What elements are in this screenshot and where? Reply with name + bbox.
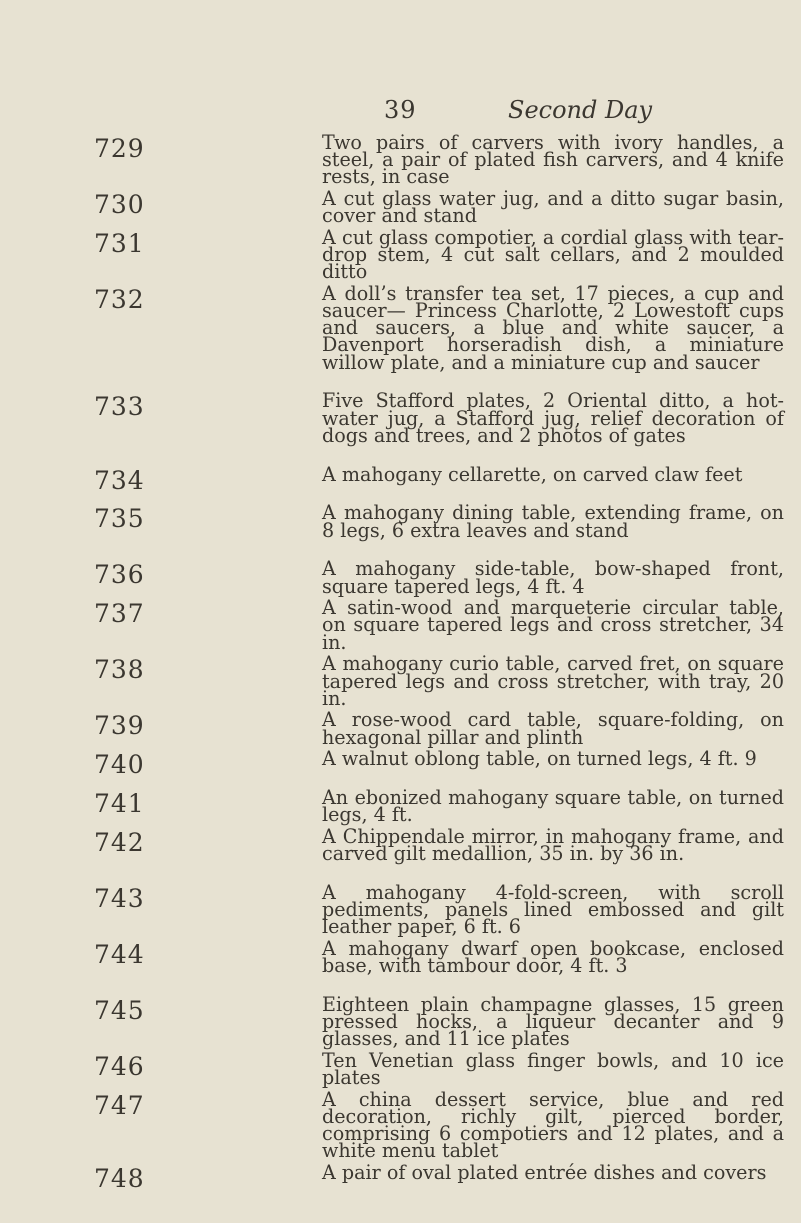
lot-description: A mahogany side-table, bow-shaped front, square tapered legs, 4 ft. 4: [322, 557, 784, 598]
lot-description: A cut glass water jug, and a ditto sugar basin, cover and stand: [322, 187, 784, 228]
lot-number: 731: [94, 228, 145, 258]
lot-description: A mahogany cellarette, on carved claw feet: [322, 462, 743, 486]
lot-description: A mahogany 4-fold-screen, with scroll pediments, panels lined embossed and gilt leather paper, 6 ft. 6: [322, 881, 784, 939]
lot-description: A rose-wood card table, square-folding, on hexagonal pillar and plinth: [322, 708, 784, 749]
lot-number: 748: [94, 1164, 145, 1194]
lot-description: A Chippendale mirror, in mahogany frame, and carved gilt medallion, 35 in. by 36 in.: [322, 824, 784, 866]
lot-number: 739: [94, 711, 145, 741]
lot-description: A china dessert service, blue and red decoration, richly gilt, pierced border, comprising 6 compotiers and 12 plates, and a white menu tablet: [322, 1087, 784, 1163]
lot-description: Five Stafford plates, 2 Oriental ditto, a hot-water jug, a Stafford jug, relief decoration of dogs and trees, and 2 photos of gates: [322, 389, 784, 447]
lot-description: A cut glass compotier, a cordial glass with tear-drop stem, 4 cut salt cellars, and 2 moulded ditto: [322, 225, 784, 284]
lot-description: A mahogany dwarf open bookcase, enclosed base, with tambour door, 4 ft. 3: [322, 937, 784, 978]
page-header: [0, 96, 801, 126]
lot-description: An ebonized mahogany square table, on turned legs, 4 ft.: [322, 786, 784, 827]
lot-description: A mahogany dining table, extending frame, on 8 legs, 6 extra leaves and stand: [322, 501, 784, 542]
lot-description: A satin-wood and marqueterie circular table, on square tapered legs and cross stretcher, 34 in.: [322, 596, 784, 654]
lot-description: A mahogany curio table, carved fret, on square tapered legs and cross stretcher, with tray, 20 in.: [322, 652, 784, 710]
running-title: Second Day: [508, 96, 653, 124]
lot-number: 729: [94, 134, 145, 163]
lot-description: Two pairs of carvers with ivory handles, a steel, a pair of plated fish carvers, and 4 knife rests, in case: [322, 131, 784, 189]
lot-description: A walnut oblong table, on turned legs, 4 ft. 9: [322, 747, 757, 771]
lot-description: Eighteen plain champagne glasses, 15 green pressed hocks, a liqueur decanter and 9 glasses, and 11 ice plates: [322, 993, 784, 1051]
lot-number: 744: [94, 940, 145, 970]
lot-number: 736: [94, 560, 145, 590]
lot-number: 734: [94, 465, 145, 495]
lot-number: 741: [94, 789, 145, 819]
lot-description: Ten Venetian glass finger bowls, and 10 ice plates: [322, 1049, 784, 1090]
lot-number: 730: [94, 190, 145, 220]
lot-number: 735: [94, 504, 145, 534]
lot-number: 743: [94, 884, 145, 913]
lot-number: 733: [94, 392, 145, 422]
lot-number: 746: [94, 1052, 145, 1082]
page-number: 39: [384, 96, 417, 124]
lot-number: 747: [94, 1090, 145, 1120]
lot-number: 745: [94, 996, 145, 1026]
lot-number: 738: [94, 655, 145, 685]
lot-description: A doll’s transfer tea set, 17 pieces, a cup and saucer— Princess Charlotte, 2 Lowestoft cups and saucers, a blue and white saucer, a Davenport horseradish dish, a miniature willow plate, and a miniature cup and saucer: [322, 281, 784, 374]
lot-number: 732: [94, 284, 145, 314]
lot-number: 742: [94, 827, 145, 857]
lot-description: A pair of oval plated entrée dishes and covers: [322, 1161, 767, 1185]
lot-number: 740: [94, 750, 145, 780]
lot-number: 737: [94, 599, 145, 629]
